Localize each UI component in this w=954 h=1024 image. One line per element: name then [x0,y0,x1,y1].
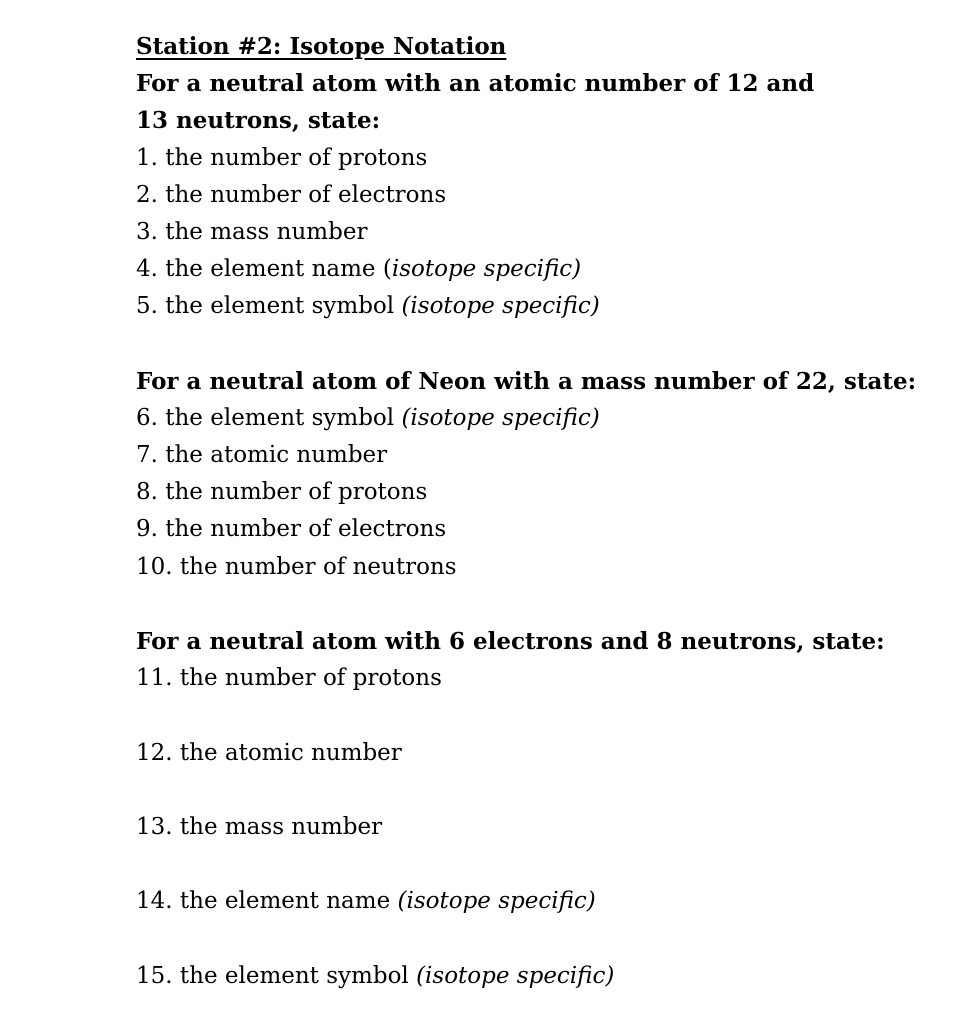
list-item: 4. the element name (isotope specific) [136,256,582,283]
page-title: Station #2: Isotope Notation [136,33,507,60]
list-item: 6. the element symbol (isotope specific) [136,404,600,431]
section-spacer [136,586,936,623]
section-2-heading: For a neutral atom of Neon with a mass number of 22, state: [136,367,917,395]
list-item: 11. the number of protons [136,665,442,692]
list-item: 12. the atomic number [136,739,402,766]
document [136,28,936,995]
list-item: 10. the number of neutrons [136,553,457,580]
section-spacer [136,326,936,363]
list-item: 3. the mass number [136,218,368,245]
list-item: 9. the number of electrons [136,516,447,543]
answer-space [136,846,936,883]
list-item: 7. the atomic number [136,442,388,469]
list-item: 13. the mass number [136,813,383,840]
list-item: 5. the element symbol (isotope specific) [136,293,600,320]
answer-space [136,921,936,958]
list-item: 15. the element symbol (isotope specific) [136,962,615,989]
section-1-heading-line-1: For a neutral atom with an atomic number of 12 and [136,70,815,98]
list-item: 14. the element name (isotope specific) [136,888,596,915]
answer-space [136,772,936,809]
list-item: 1. the number of protons [136,144,428,171]
answer-space [136,697,936,734]
section-1-heading-line-2: 13 neutrons, state: [136,107,381,135]
section-3-heading: For a neutral atom with 6 electrons and 8 neutrons, state: [136,628,885,655]
list-item: 2. the number of electrons [136,181,447,208]
list-item: 8. the number of protons [136,479,428,506]
